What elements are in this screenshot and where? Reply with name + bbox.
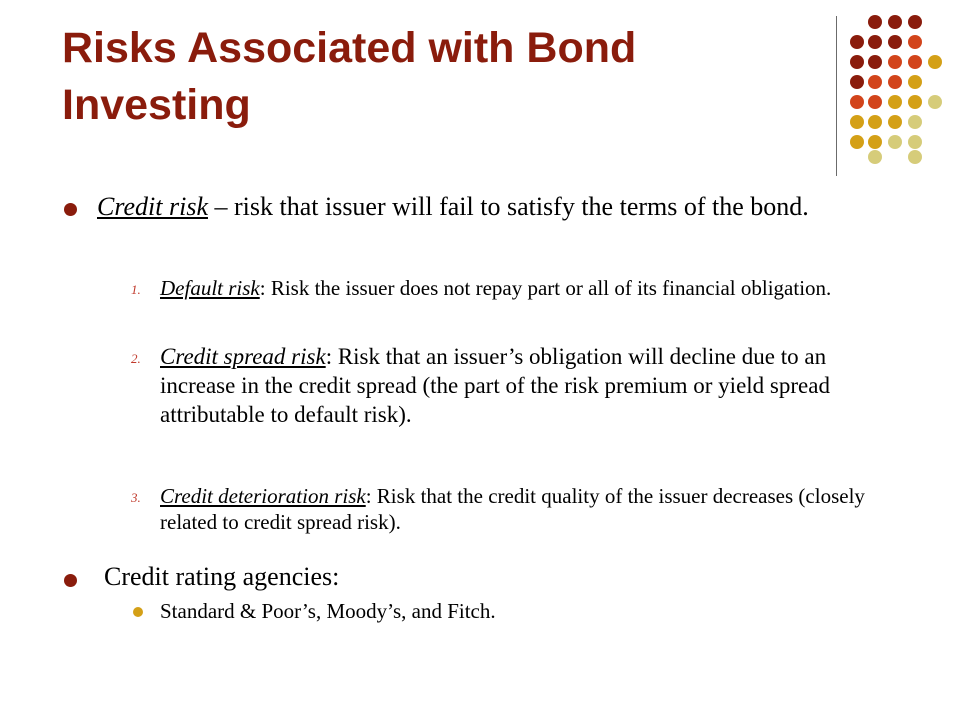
dot <box>908 55 922 69</box>
dot <box>908 150 922 164</box>
sub-item-credit-deterioration-risk <box>160 483 920 535</box>
dot <box>888 55 902 69</box>
dot <box>908 95 922 109</box>
item-number: 1. <box>131 282 141 297</box>
dot <box>868 115 882 129</box>
item-number: 3. <box>131 490 141 505</box>
dot <box>868 135 882 149</box>
dot <box>908 115 922 129</box>
sub-bullet-dot <box>133 607 143 617</box>
bullet-credit-risk <box>97 190 837 224</box>
decorative-dot-grid <box>850 10 960 160</box>
dot <box>908 135 922 149</box>
dot <box>850 75 864 89</box>
sub-item-text: : Risk that the credit quality of the issuer decreases (closely related to credit spread risk). <box>160 484 865 534</box>
dot <box>888 115 902 129</box>
sub-item-text: : Risk that an issuer’s obligation will decline due to an increase in the credit spread (the part of the risk premium or yield spread attributable to default risk). <box>160 344 830 427</box>
term-credit-risk: Credit risk <box>97 192 208 221</box>
sub-item-credit-spread-risk <box>160 342 880 429</box>
dot <box>868 95 882 109</box>
dot <box>888 75 902 89</box>
dot <box>908 75 922 89</box>
dot <box>850 55 864 69</box>
sub-item-default-risk <box>160 275 860 301</box>
dot <box>908 35 922 49</box>
dot <box>850 115 864 129</box>
sub-item-text: : Risk the issuer does not repay part or all of its financial obligation. <box>259 276 832 300</box>
dot <box>868 15 882 29</box>
dot <box>868 150 882 164</box>
divider-line <box>836 16 837 176</box>
dot <box>928 95 942 109</box>
dot <box>850 95 864 109</box>
bullet-dot <box>64 203 77 216</box>
dot <box>908 15 922 29</box>
dot <box>868 75 882 89</box>
dot <box>928 55 942 69</box>
item-number: 2. <box>131 351 141 366</box>
dot <box>850 135 864 149</box>
bullet-credit-rating-agencies: Credit rating agencies: <box>104 562 340 591</box>
term-credit-spread-risk: Credit spread risk <box>160 344 326 369</box>
bullet-dot <box>64 574 77 587</box>
term-default-risk: Default risk <box>160 276 260 300</box>
dot <box>888 35 902 49</box>
bullet-text: – risk that issuer will fail to satisfy the terms of the bond. <box>207 192 809 221</box>
slide-title: Risks Associated with Bond Investing <box>62 24 637 129</box>
dot <box>888 15 902 29</box>
dot <box>850 35 864 49</box>
term-credit-deterioration-risk: Credit deterioration risk <box>160 484 366 508</box>
dot <box>868 55 882 69</box>
dot <box>888 135 902 149</box>
dot <box>888 95 902 109</box>
sub-bullet-agencies-list: Standard & Poor’s, Moody’s, and Fitch. <box>160 599 496 623</box>
dot <box>868 35 882 49</box>
